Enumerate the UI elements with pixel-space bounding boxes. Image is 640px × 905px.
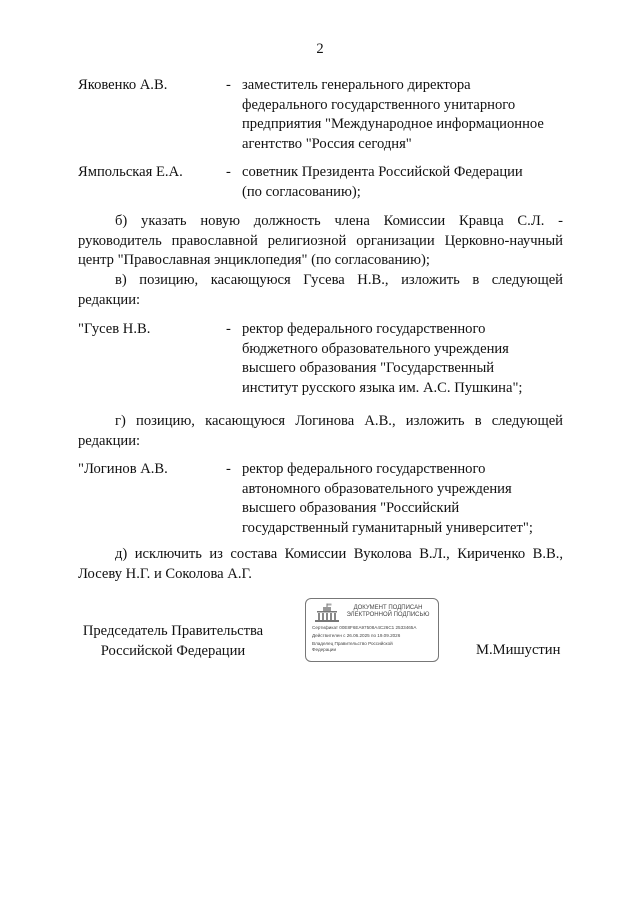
stamp-title-line: ЭЛЕКТРОННОЙ ПОДПИСЬЮ: [346, 612, 430, 618]
position-line: ректор федерального государственного: [242, 461, 486, 477]
member-position: [242, 460, 572, 538]
signatory-title-line: Председатель Правительства: [82, 623, 264, 639]
entry-dash: -: [226, 461, 231, 477]
stamp-owner: Федерации: [312, 647, 337, 652]
member-name: Ямпольская Е.А.: [78, 164, 183, 180]
position-line: высшего образования "Российский: [242, 500, 460, 516]
position-line: институт русского языка им. А.С. Пушкина";: [242, 379, 523, 396]
member-name: "Гусев Н.В.: [78, 321, 151, 337]
paragraph-line: руководитель православной религиозной организации Церковно-научный: [78, 232, 563, 249]
paragraph-v: [78, 271, 563, 310]
entry-dash: -: [226, 321, 231, 337]
paragraph-line: б) указать новую должность члена Комиссии Кравца С.Л. -: [115, 213, 563, 229]
signatory-title: [78, 622, 268, 661]
position-line: государственный гуманитарный университет";: [242, 519, 533, 536]
position-line: советник Президента Российской Федерации: [242, 164, 523, 180]
signatory-name: М.Мишустин: [476, 642, 561, 658]
paragraph-line: редакции:: [78, 291, 141, 308]
member-position: [242, 76, 572, 154]
position-line: (по согласованию);: [242, 183, 361, 200]
stamp-owner: Владелец Правительство Российской: [312, 641, 393, 646]
government-building-icon: [314, 603, 340, 623]
entry-dash: -: [226, 77, 231, 93]
stamp-certificate: Сертификат 00E8F6EA97508A4C26C1 2533465A: [312, 625, 417, 630]
member-position: [242, 163, 572, 202]
paragraph-b: [78, 212, 563, 271]
paragraph-line: Лосеву Н.Г. и Соколова А.Г.: [78, 565, 252, 582]
member-name: "Логинов А.В.: [78, 461, 168, 477]
paragraph-line: д) исключить из состава Комиссии Вуколова В.Л., Кириченко В.В.,: [115, 546, 563, 562]
paragraph-line: г) позицию, касающуюся Логинова А.В., изложить в следующей: [115, 413, 563, 429]
position-line: бюджетного образовательного учреждения: [242, 340, 509, 357]
entry-dash: -: [226, 164, 231, 180]
position-line: высшего образования "Государственный: [242, 360, 495, 376]
page-number: 2: [316, 41, 324, 57]
member-name: Яковенко А.В.: [78, 77, 168, 93]
position-line: заместитель генерального директора: [242, 77, 471, 93]
stamp-title-line: ДОКУМЕНТ ПОДПИСАН: [353, 605, 423, 611]
paragraph-line: редакции:: [78, 432, 141, 449]
paragraph-line: центр "Православная энциклопедия" (по согласованию);: [78, 252, 430, 268]
signatory-title-line: Российской Федерации: [100, 642, 246, 659]
position-line: агентство "Россия сегодня": [242, 135, 412, 152]
stamp-title: [342, 605, 434, 619]
position-line: федерального государственного унитарного: [242, 96, 516, 113]
stamp-validity: Действителен с 26.06.2025 по 19.09.2026: [312, 633, 401, 638]
paragraph-g: [78, 412, 563, 451]
paragraph-d: [78, 545, 563, 584]
position-line: автономного образовательного учреждения: [242, 480, 512, 497]
paragraph-line: в) позицию, касающуюся Гусева Н.В., изложить в следующей: [115, 272, 563, 288]
e-signature-stamp: [305, 598, 439, 662]
position-line: предприятия "Международное информационное: [242, 116, 544, 132]
position-line: ректор федерального государственного: [242, 321, 486, 337]
member-position: [242, 320, 572, 398]
